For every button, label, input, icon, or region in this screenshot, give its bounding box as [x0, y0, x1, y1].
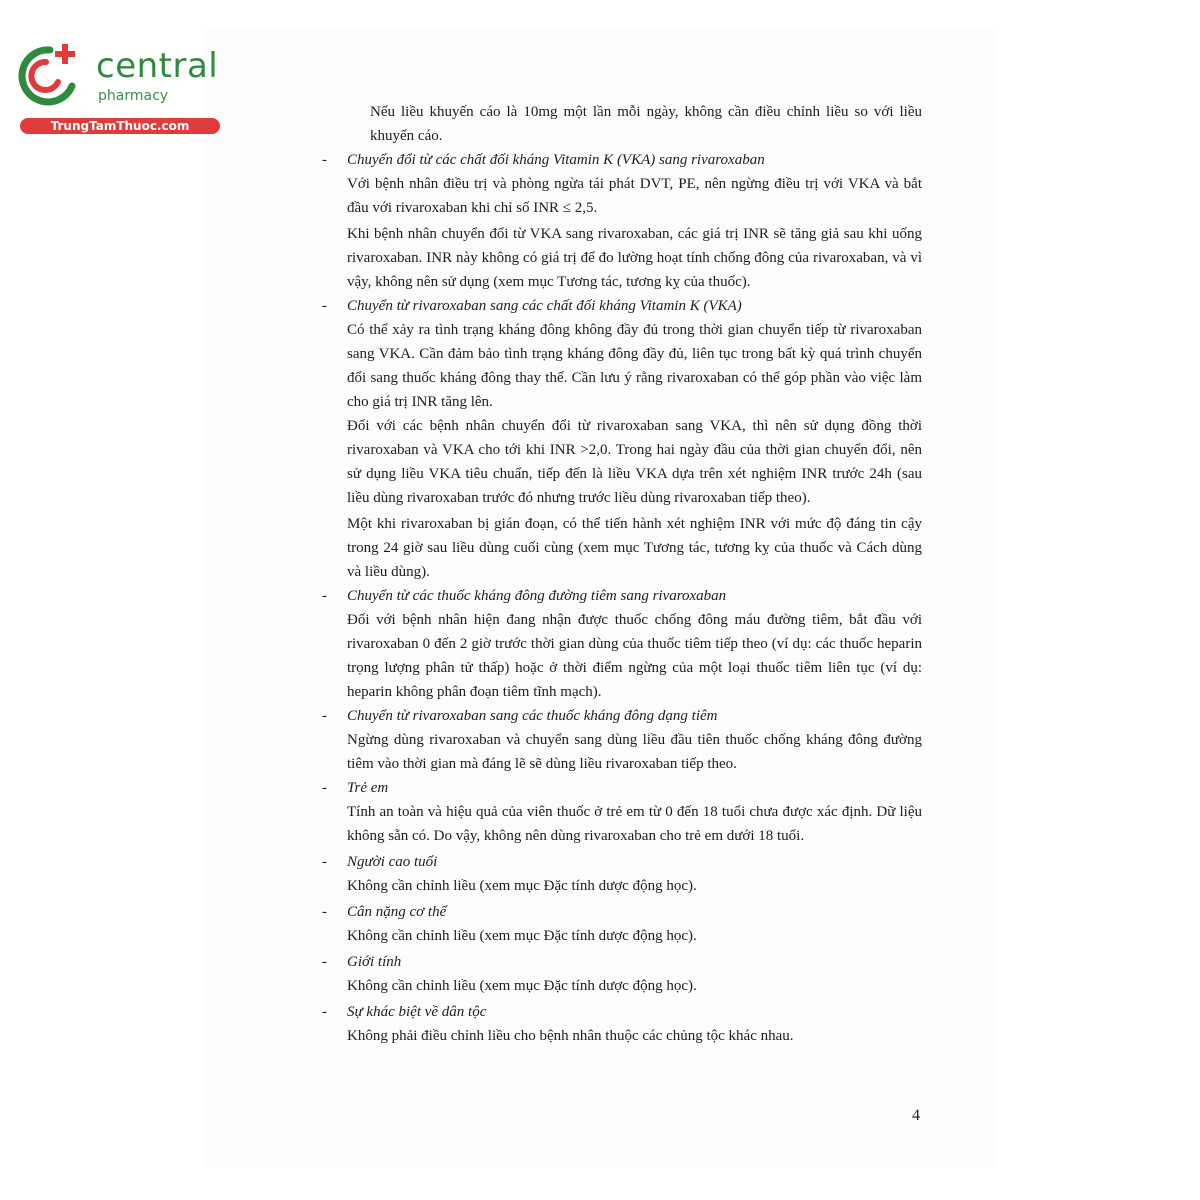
section-children: [322, 776, 922, 848]
paragraph: Tính an toàn và hiệu quả của viên thuốc ở trẻ em từ 0 đến 18 tuổi chưa được xác định. Dữ liệu không sẵn có. Do vậy, không nên dùng rivaroxaban cho trẻ em dưới 18 tuổi.: [347, 804, 922, 844]
paragraph: Không cần chỉnh liều (xem mục Đặc tính dược động học).: [347, 878, 697, 894]
section-body-weight: [322, 900, 922, 948]
brand-name: central: [96, 46, 219, 86]
section-heading: Cân nặng cơ thể: [347, 904, 447, 920]
list-dash: -: [322, 708, 327, 724]
brand-subtitle: pharmacy: [98, 88, 169, 104]
paragraph: Không phải điều chỉnh liều cho bệnh nhân thuộc các chủng tộc khác nhau.: [347, 1028, 794, 1044]
central-pharmacy-logo-icon: [10, 38, 90, 108]
section-parenteral-to-rivaroxaban: [322, 584, 922, 704]
document-body: [322, 100, 922, 1048]
list-dash: -: [322, 588, 327, 604]
intro-paragraph: Nếu liều khuyến cáo là 10mg một lần mỗi ngày, không cần điều chỉnh liều so với liều khuyến cáo.: [370, 104, 922, 144]
section-gender: [322, 950, 922, 998]
list-dash: -: [322, 904, 327, 920]
section-elderly: [322, 850, 922, 898]
list-dash: -: [322, 1004, 327, 1020]
paragraph: Đối với bệnh nhân hiện đang nhận được thuốc chống đông máu đường tiêm, bắt đầu với rivaroxaban 0 đến 2 giờ trước thời gian dùng của thuốc tiêm tiếp theo (ví dụ: các thuốc heparin trọng lượng phân tử thấp) hoặc ở thời điểm ngừng của một loại thuốc tiêm liên tục (ví dụ: heparin không phân đoạn tiêm tĩnh mạch).: [347, 612, 922, 700]
paragraph: Khi bệnh nhân chuyển đổi từ VKA sang rivaroxaban, các giá trị INR sẽ tăng giả sau khi uống rivaroxaban. INR này không có giá trị để đo lường hoạt tính chống đông của rivaroxaban, và vì vậy, không nên sử dụng (xem mục Tương tác, tương kỵ của thuốc).: [347, 226, 922, 290]
section-rivaroxaban-to-vka: [322, 294, 922, 584]
section-vka-to-rivaroxaban: [322, 148, 922, 294]
page-number: 4: [912, 1107, 920, 1124]
section-heading: Chuyển từ các thuốc kháng đông đường tiêm sang rivaroxaban: [347, 588, 727, 604]
brand-logo: [10, 38, 219, 138]
paragraph: Với bệnh nhân điều trị và phòng ngừa tái phát DVT, PE, nên ngừng điều trị với VKA và bắt đầu với rivaroxaban khi chỉ số INR ≤ 2,5.: [347, 176, 922, 216]
list-dash: -: [322, 780, 327, 796]
section-heading: Chuyển từ rivaroxaban sang các chất đối kháng Vitamin K (VKA): [347, 298, 742, 314]
paragraph: Có thể xảy ra tình trạng kháng đông không đầy đủ trong thời gian chuyển tiếp từ rivaroxaban sang VKA. Cần đảm bảo tình trạng kháng đông đầy đủ, liên tục trong bất kỳ quá trình chuyển đổi sang thuốc kháng đông thay thế. Cần lưu ý rằng rivaroxaban có thể góp phần vào việc làm cho giá trị INR tăng lên.: [347, 322, 922, 410]
list-dash: -: [322, 854, 327, 870]
section-heading: Trẻ em: [347, 780, 389, 796]
paragraph: Một khi rivaroxaban bị gián đoạn, có thể tiến hành xét nghiệm INR với mức độ đáng tin cậy trong 24 giờ sau liều dùng cuối cùng (xem mục Tương tác, tương kỵ của thuốc và Cách dùng và liều dùng).: [347, 516, 922, 580]
list-dash: -: [322, 954, 327, 970]
section-ethnicity: [322, 1000, 922, 1048]
paragraph: Đối với các bệnh nhân chuyển đổi từ rivaroxaban sang VKA, thì nên sử dụng đồng thời rivaroxaban và VKA cho tới khi INR >2,0. Trong hai ngày đầu của thời gian chuyển đổi, nên sử dụng liều VKA tiêu chuẩn, tiếp đến là liều VKA dựa trên xét nghiệm INR trước 24h (sau liều dùng rivaroxaban trước đó nhưng trước liều dùng rivaroxaban tiếp theo).: [347, 418, 922, 506]
section-heading: Người cao tuổi: [347, 854, 438, 870]
paragraph: Không cần chỉnh liều (xem mục Đặc tính dược động học).: [347, 978, 697, 994]
section-heading: Giới tính: [347, 954, 402, 970]
brand-url: TrungTamThuoc.com: [20, 118, 220, 134]
paragraph: Ngừng dùng rivaroxaban và chuyển sang dùng liều đầu tiên thuốc chống kháng đông đường tiêm vào thời gian mà đáng lẽ sẽ dùng liều rivaroxaban tiếp theo.: [347, 732, 922, 772]
list-dash: -: [322, 298, 327, 314]
section-heading: Chuyển từ rivaroxaban sang các thuốc kháng đông dạng tiêm: [347, 708, 718, 724]
section-rivaroxaban-to-parenteral: [322, 704, 922, 776]
list-dash: -: [322, 152, 327, 168]
section-heading: Chuyển đổi từ các chất đối kháng Vitamin K (VKA) sang rivaroxaban: [347, 152, 765, 168]
paragraph: Không cần chỉnh liều (xem mục Đặc tính dược động học).: [347, 928, 697, 944]
section-heading: Sự khác biệt về dân tộc: [347, 1004, 487, 1020]
